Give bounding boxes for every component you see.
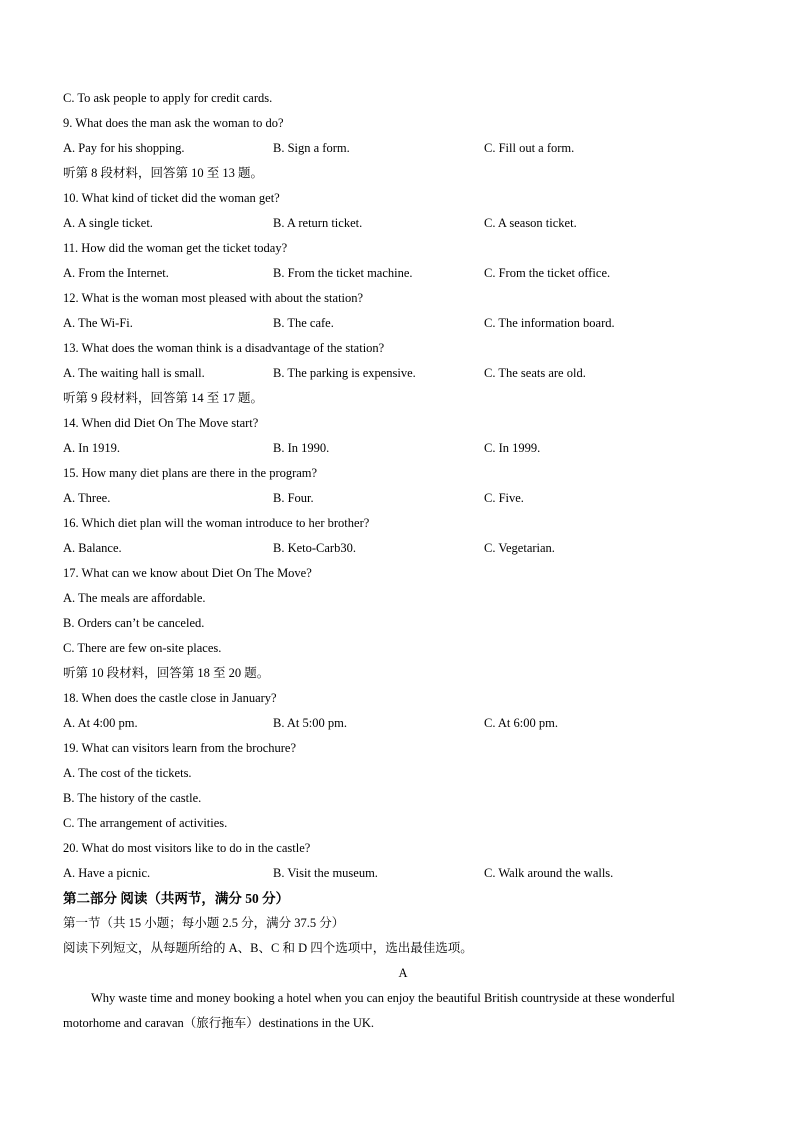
- text-line: C. The arrangement of activities.: [63, 816, 228, 830]
- answer-option: B. Visit the museum.: [273, 866, 378, 880]
- answer-option: C. Five.: [484, 491, 524, 505]
- answer-option: A. From the Internet.: [63, 266, 169, 280]
- answer-option: A. Balance.: [63, 541, 122, 555]
- answer-option: C. Vegetarian.: [484, 541, 555, 555]
- document-page: [63, 86, 743, 1036]
- text-line: 14. When did Diet On The Move start?: [63, 416, 259, 430]
- answer-option: A. A single ticket.: [63, 216, 153, 230]
- answer-option: C. Fill out a form.: [484, 141, 575, 155]
- text-line: 听第 9 段材料，回答第 14 至 17 题。: [63, 391, 264, 405]
- answer-options-row: [63, 361, 743, 386]
- passage-label: A: [398, 966, 408, 980]
- answer-option: A. The waiting hall is small.: [63, 366, 205, 380]
- answer-option: C. The seats are old.: [484, 366, 586, 380]
- answer-options-row: [63, 311, 743, 336]
- text-line: A. The meals are affordable.: [63, 591, 206, 605]
- answer-option: B. Keto-Carb30.: [273, 541, 356, 555]
- text-line: A. The cost of the tickets.: [63, 766, 192, 780]
- text-line: 17. What can we know about Diet On The Move?: [63, 566, 312, 580]
- text-line: 11. How did the woman get the ticket today?: [63, 241, 288, 255]
- answer-option: A. Have a picnic.: [63, 866, 151, 880]
- answer-options-row: [63, 136, 743, 161]
- text-line: B. Orders can’t be canceled.: [63, 616, 205, 630]
- text-line: 9. What does the man ask the woman to do?: [63, 116, 284, 130]
- text-line: 19. What can visitors learn from the brochure?: [63, 741, 297, 755]
- answer-option: C. In 1999.: [484, 441, 541, 455]
- section-heading: 第二部分 阅读（共两节，满分 50 分）: [63, 891, 290, 906]
- answer-option: A. Pay for his shopping.: [63, 141, 185, 155]
- text-line: C. There are few on-site places.: [63, 641, 222, 655]
- answer-option: A. At 4:00 pm.: [63, 716, 138, 730]
- text-line: 听第 10 段材料，回答第 18 至 20 题。: [63, 666, 270, 680]
- answer-option: A. Three.: [63, 491, 111, 505]
- text-line: 听第 8 段材料，回答第 10 至 13 题。: [63, 166, 264, 180]
- text-line: 16. Which diet plan will the woman introduce to her brother?: [63, 516, 370, 530]
- answer-options-row: [63, 261, 743, 286]
- answer-options-row: [63, 861, 743, 886]
- answer-option: B. Four.: [273, 491, 314, 505]
- text-line: 18. When does the castle close in January?: [63, 691, 277, 705]
- answer-option: A. In 1919.: [63, 441, 120, 455]
- answer-option: C. At 6:00 pm.: [484, 716, 558, 730]
- answer-options-row: [63, 211, 743, 236]
- answer-option: C. The information board.: [484, 316, 615, 330]
- text-line: B. The history of the castle.: [63, 791, 202, 805]
- text-line: 12. What is the woman most pleased with about the station?: [63, 291, 364, 305]
- answer-options-row: [63, 536, 743, 561]
- answer-options-row: [63, 711, 743, 736]
- answer-option: B. The cafe.: [273, 316, 334, 330]
- answer-option: C. Walk around the walls.: [484, 866, 614, 880]
- text-line: 第一节（共 15 小题；每小题 2.5 分，满分 37.5 分）: [63, 916, 345, 930]
- answer-option: C. From the ticket office.: [484, 266, 611, 280]
- text-line: 15. How many diet plans are there in the program?: [63, 466, 318, 480]
- answer-option: B. From the ticket machine.: [273, 266, 413, 280]
- answer-option: A. The Wi-Fi.: [63, 316, 133, 330]
- passage-paragraph: Why waste time and money booking a hotel when you can enjoy the beautiful British countryside at these wonderful motorhome and caravan（旅行拖车）destinations in the UK.: [63, 991, 675, 1030]
- text-line: 20. What do most visitors like to do in the castle?: [63, 841, 311, 855]
- answer-option: B. Sign a form.: [273, 141, 350, 155]
- text-line: 阅读下列短文，从每题所给的 A、B、C 和 D 四个选项中，选出最佳选项。: [63, 941, 473, 955]
- answer-option: B. At 5:00 pm.: [273, 716, 347, 730]
- answer-options-row: [63, 486, 743, 511]
- text-line: 10. What kind of ticket did the woman get?: [63, 191, 280, 205]
- answer-option: B. The parking is expensive.: [273, 366, 416, 380]
- text-line: 13. What does the woman think is a disadvantage of the station?: [63, 341, 385, 355]
- answer-option: B. A return ticket.: [273, 216, 363, 230]
- answer-option: C. A season ticket.: [484, 216, 577, 230]
- text-line: C. To ask people to apply for credit cards.: [63, 91, 273, 105]
- answer-options-row: [63, 436, 743, 461]
- answer-option: B. In 1990.: [273, 441, 330, 455]
